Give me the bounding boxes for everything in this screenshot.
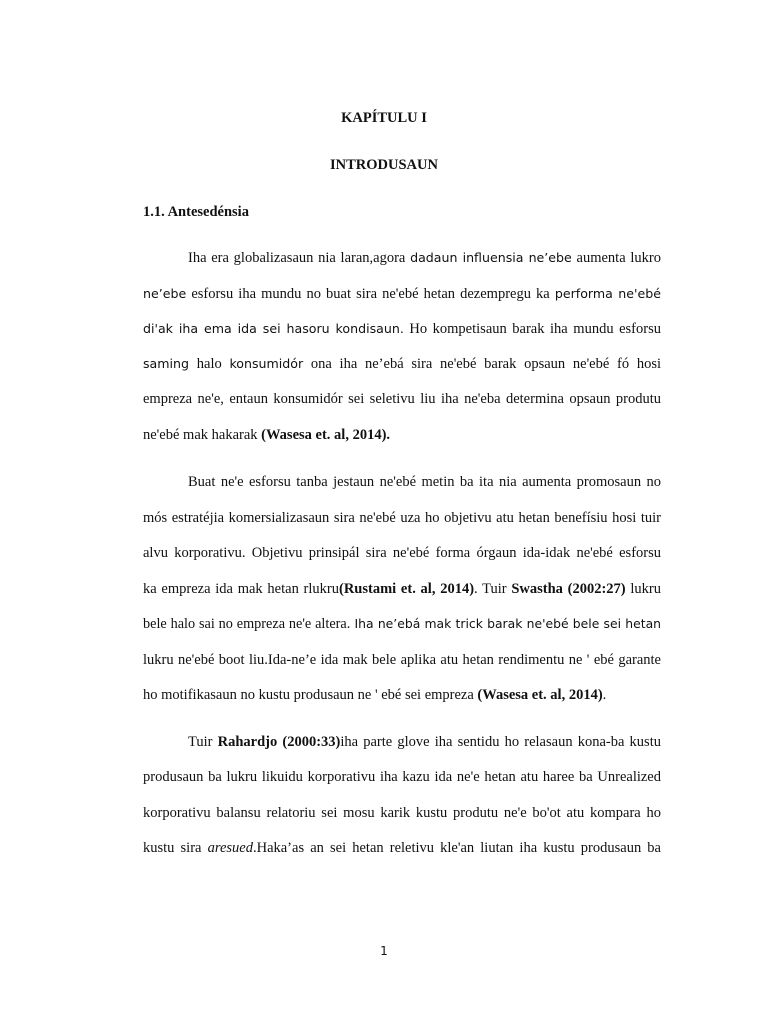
text-span: .Haka’as an sei hetan reletivu kle'an liutan iha kustu produsaun ba bbox=[252, 840, 661, 856]
text-line: mós estratéjia komersializasaun sira ne'ebé uza ho objetivu atu hetan benefísiu hosi tuir bbox=[143, 510, 661, 526]
text-span: ona iha ne’ebá sira ne'ebé barak opsaun ne'ebé fó hosi bbox=[303, 356, 662, 372]
text-line bbox=[143, 426, 661, 444]
text-span: Iha era globalizasaun nia laran,agora bbox=[188, 250, 411, 266]
text-line bbox=[143, 320, 661, 338]
text-span: . bbox=[602, 687, 607, 703]
text-line: alvu korporativu. Objetivu prinsipál sira ne'ebé forma órgaun ida-idak ne'ebé esforsu bbox=[143, 545, 661, 561]
text-span: performa ne'ebé bbox=[554, 286, 661, 301]
text-line: Buat ne'e esforsu tanba jestaun ne'ebé metin ba ita nia aumenta promosaun no bbox=[188, 474, 661, 490]
text-span: Tuir bbox=[188, 734, 218, 750]
text-line bbox=[143, 355, 661, 373]
text-span: kustu sira bbox=[143, 840, 208, 856]
text-line: korporativu balansu relatoriu sei mosu karik kustu produtu ne'e bo'ot atu kompara ho bbox=[143, 805, 661, 821]
text-span: saming bbox=[143, 356, 190, 371]
text-span: ka empreza ida mak hetan rlukru bbox=[143, 581, 339, 597]
text-line bbox=[188, 249, 661, 267]
text-line bbox=[143, 839, 661, 857]
citation: (Wasesa et. al, 2014) bbox=[477, 687, 603, 703]
text-span: iha parte glove iha sentidu ho relasaun kona-ba kustu bbox=[340, 734, 661, 750]
text-span: ho motifikasaun no kustu produsaun ne ' ebé sei empreza bbox=[143, 687, 478, 703]
text-span: ne’ebe bbox=[143, 286, 187, 301]
text-span: Ho kompetisaun barak iha mundu esforsu bbox=[403, 321, 661, 337]
text-line: lukru ne'ebé boot liu.Ida-ne’e ida mak bele aplika atu hetan rendimentu ne ' ebé garante bbox=[143, 652, 661, 668]
text-span: aumenta lukro bbox=[571, 250, 661, 266]
text-span: konsumidór bbox=[229, 356, 304, 371]
citation: (Rustami et. al, 2014) bbox=[339, 581, 475, 597]
text-span: . Tuir bbox=[474, 581, 512, 597]
text-line bbox=[143, 285, 661, 303]
text-line: empreza ne'e, entaun konsumidór sei seletivu liu iha ne'eba determina opsaun produtu bbox=[143, 391, 661, 407]
citation: Rahardjo (2000:33) bbox=[217, 734, 341, 750]
citation: (Wasesa et. al, 2014). bbox=[261, 427, 391, 443]
text-span: halo bbox=[189, 356, 230, 372]
text-span: esforsu iha mundu no buat sira ne'ebé hetan dezempregu ka bbox=[186, 286, 555, 302]
text-line bbox=[143, 615, 661, 633]
text-span: lukru bbox=[625, 581, 661, 597]
text-line bbox=[143, 686, 661, 704]
text-span: dadaun influensia ne’ebe bbox=[410, 250, 572, 265]
text-line bbox=[143, 580, 661, 598]
text-line bbox=[188, 733, 661, 751]
section-heading: 1.1. Antesedénsia bbox=[143, 204, 249, 220]
citation: Swastha (2002:27) bbox=[511, 581, 626, 597]
text-span: ne'ebé mak hakarak bbox=[143, 427, 262, 443]
text-span: bele halo sai no empreza ne'e altera. bbox=[143, 616, 351, 632]
text-line: produsaun ba lukru likuidu korporativu iha kazu ida ne'e hetan atu haree ba Unrealized bbox=[143, 769, 661, 785]
italic-term: aresued bbox=[207, 840, 253, 856]
text-span: Iha ne’ebá mak trick barak ne'ebé bele sei hetan bbox=[350, 616, 661, 631]
text-span: di'ak iha ema ida sei hasoru kondisaun. bbox=[143, 321, 404, 336]
chapter-title: KAPÍTULU I bbox=[341, 110, 427, 126]
chapter-subtitle: INTRODUSAUN bbox=[330, 157, 438, 173]
page-number: 1 bbox=[380, 944, 388, 958]
